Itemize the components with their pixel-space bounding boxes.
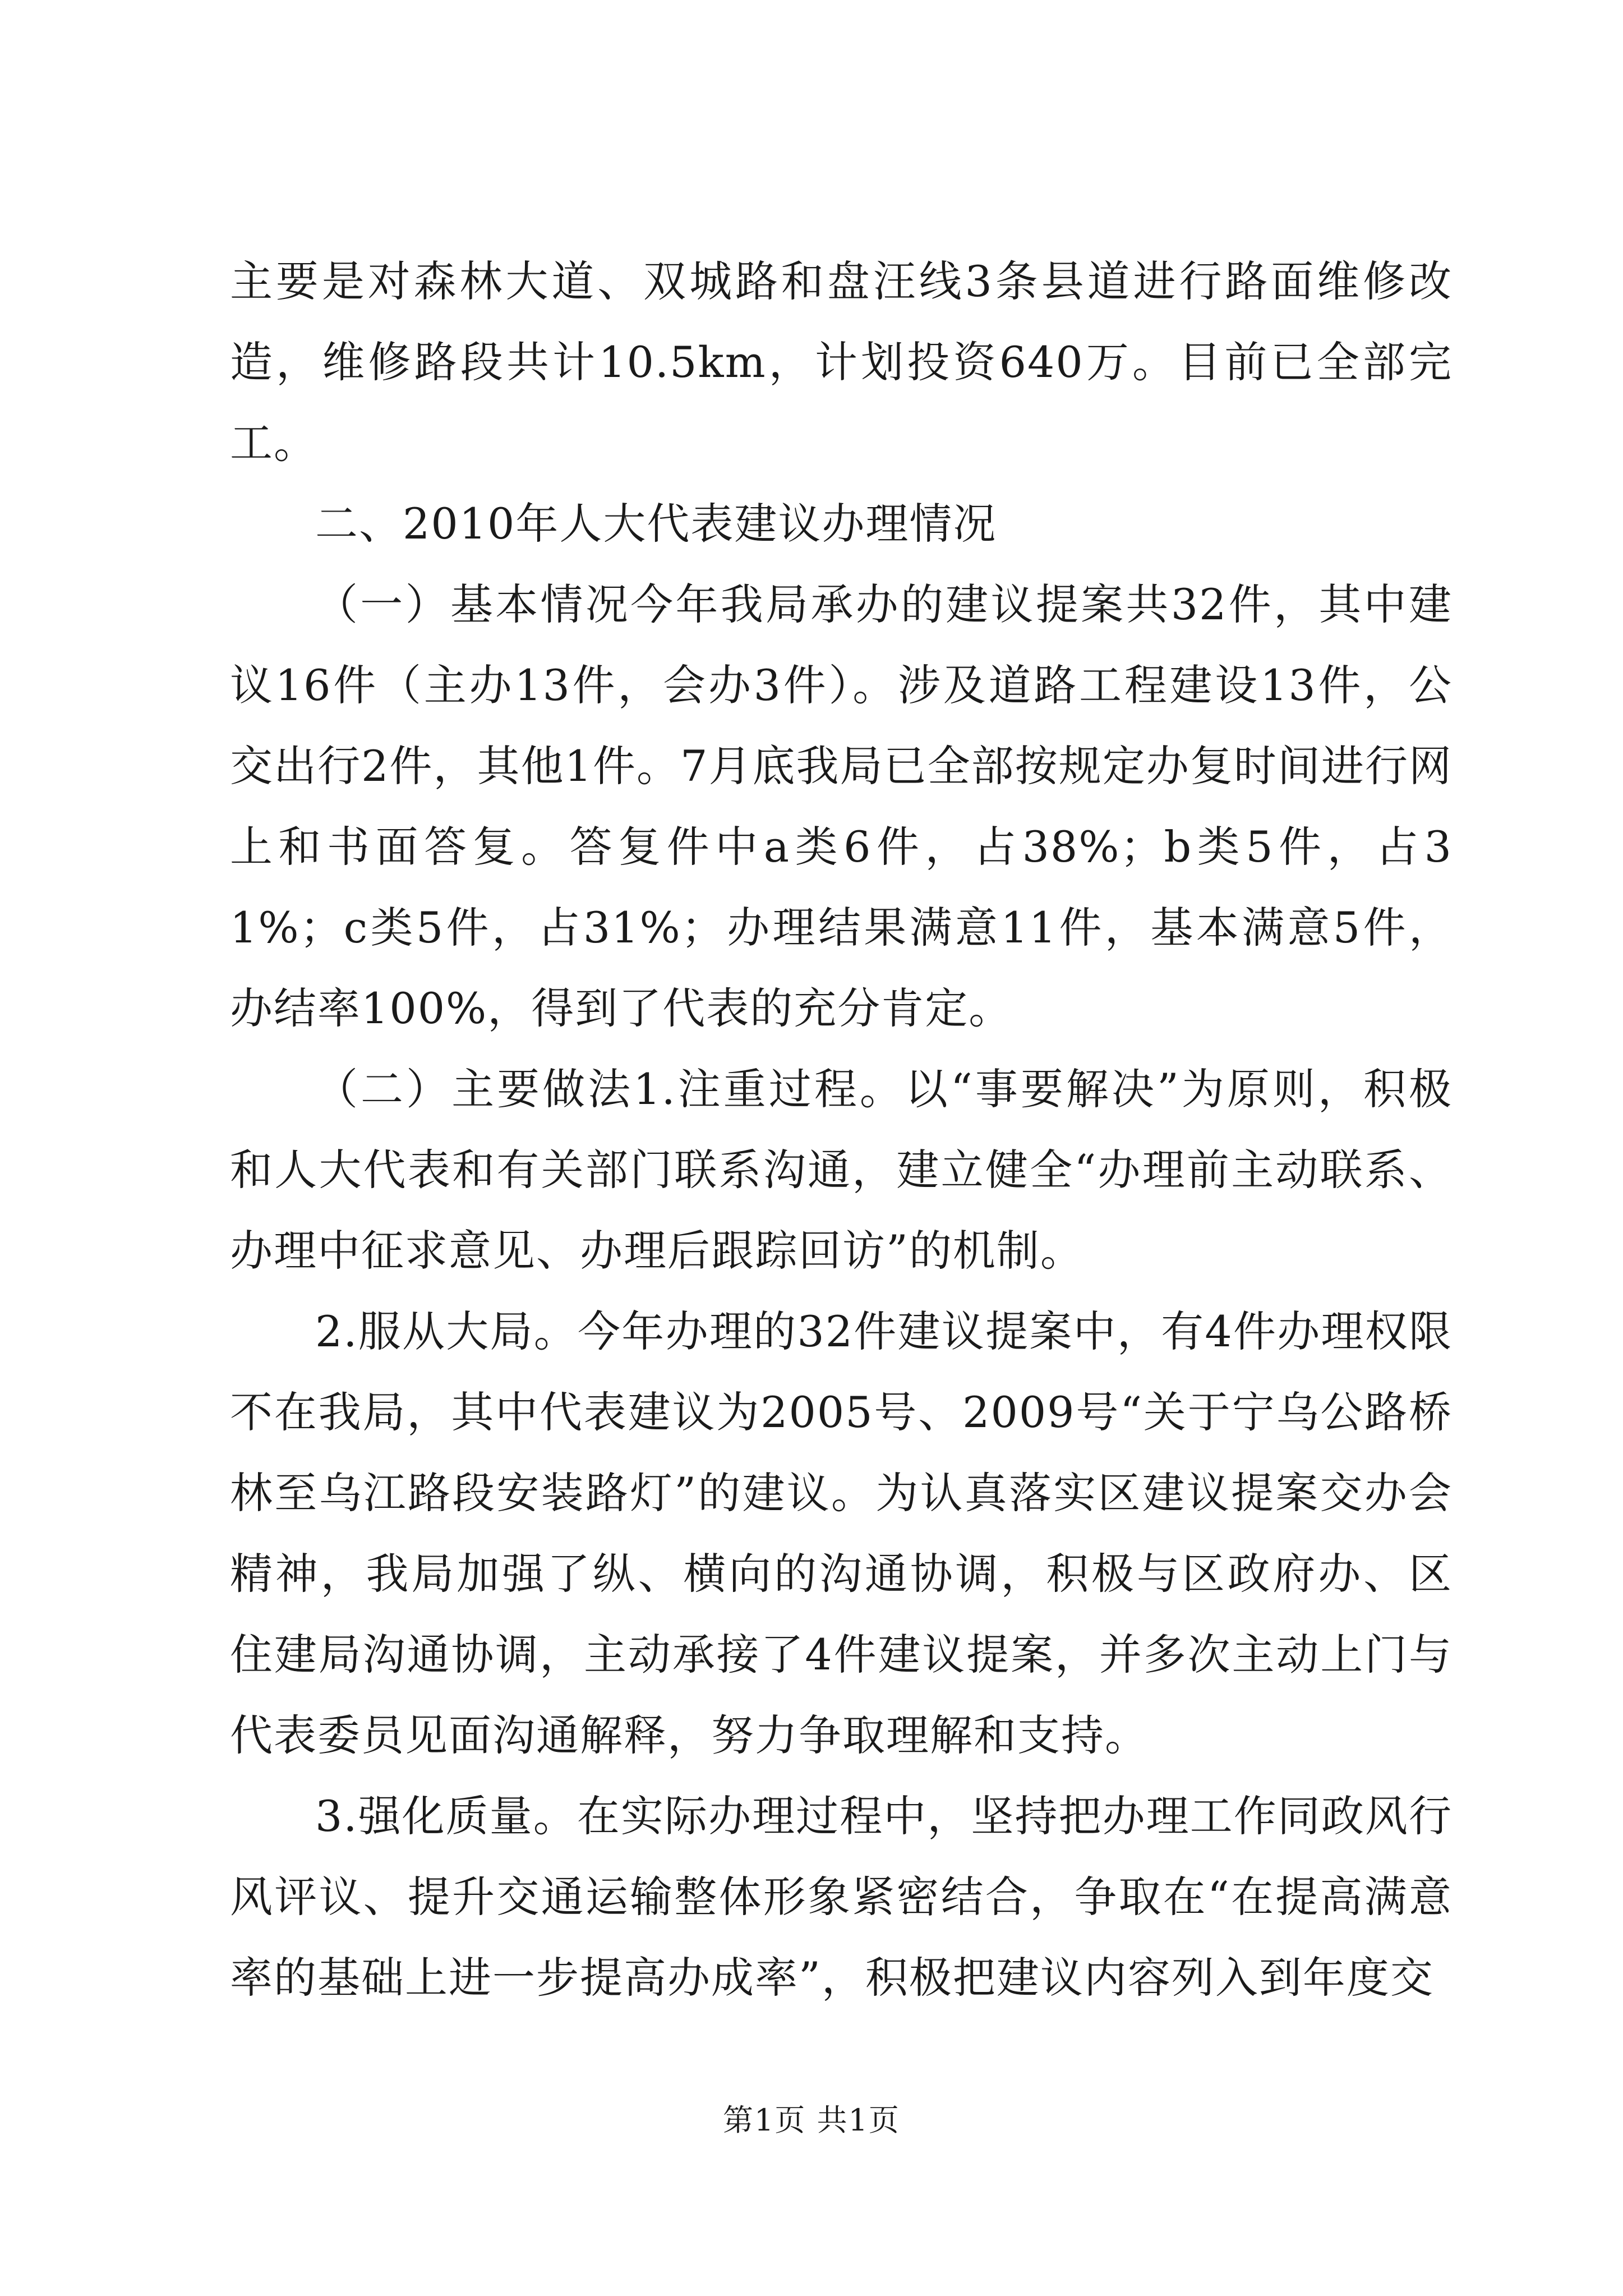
section-heading-2010-proposals: 二、2010年人大代表建议办理情况 <box>315 499 997 549</box>
paragraph-quality: 3.强化质量。在实际办理过程中，坚持把办理工作同政风行风评议、提升交通运输整体形象紧密结合，争取在“在提高满意率的基础上进一步提高办成率”，积极把建议内容列入到年度交 <box>230 1791 1453 2003</box>
paragraph-overall-situation: 2.服从大局。今年办理的32件建议提案中，有4件办理权限不在我局，其中代表建议为2005号、2009号“关于宁乌公路桥林至乌江路段安装路灯”的建议。为认真落实区建议提案交办会精神，我局加强了纵、横向的沟通协调，积极与区政府办、区住建局沟通协调，主动承接了4件建议提案，并多次主动上门与代表委员见面沟通解释，努力争取理解和支持。 <box>230 1306 1453 1760</box>
paragraph-main-practices: （二）主要做法1.注重过程。以“事要解决”为原则，积极和人大代表和有关部门联系沟通，建立健全“办理前主动联系、办理中征求意见、办理后跟踪回访”的机制。 <box>230 1064 1453 1276</box>
document-body <box>230 241 1453 2018</box>
page-number-footer: 第1页 共1页 <box>723 2102 900 2138</box>
paragraph-road-maintenance: 主要是对森林大道、双城路和盘汪线3条县道进行路面维修改造，维修路段共计10.5km，计划投资640万。目前已全部完工。 <box>230 256 1453 468</box>
paragraph-basic-situation: （一）基本情况今年我局承办的建议提案共32件，其中建议16件（主办13件，会办3件）。涉及道路工程建设13件，公交出行2件，其他1件。7月底我局已全部按规定办复时间进行网上和书面答复。答复件中a类6件，占38%；b类5件，占31%；c类5件，占31%；办理结果满意11件，基本满意5件，办结率100%，得到了代表的充分肯定。 <box>230 579 1453 1033</box>
